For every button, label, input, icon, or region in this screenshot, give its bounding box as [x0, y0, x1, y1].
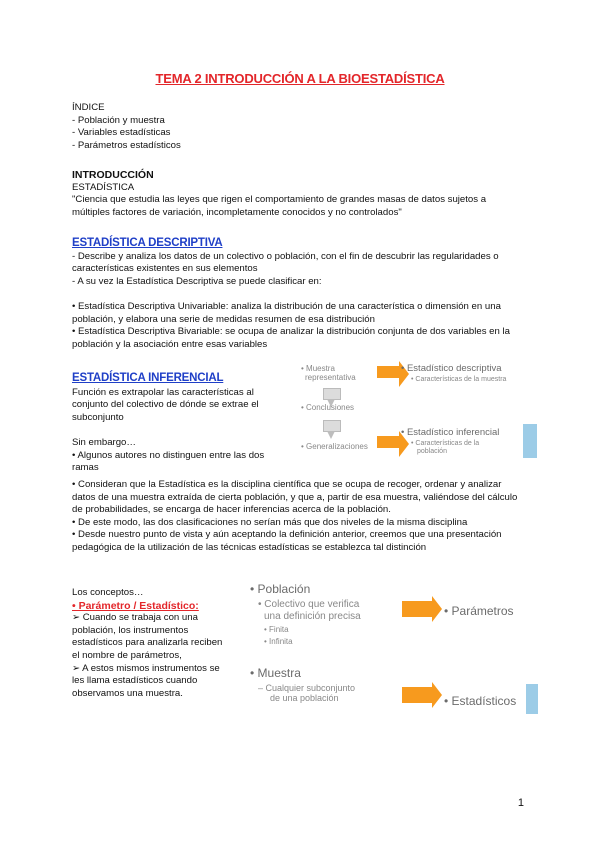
inferencial-line: conjunto del colectivo de dónde se extrae el [72, 399, 259, 411]
inferencial-line: • Algunos autores no distinguen entre las dos [72, 449, 265, 461]
descriptiva-section [72, 237, 540, 351]
intro-subheading: ESTADÍSTICA [72, 181, 135, 193]
inferencial-line [72, 424, 287, 437]
index-heading: ÍNDICE [72, 102, 105, 113]
descriptiva-line: • Estadística Descriptiva Univariable: analiza la distribución de una característica o dimensión en una [72, 300, 501, 312]
inferencial-line: • Consideran que la Estadística es la disciplina científica que se ocupa de recoger, ordenar y analizar [72, 479, 502, 490]
arrow-down-icon [327, 431, 335, 439]
index-item: - Parámetros estadísticos [72, 139, 181, 151]
conceptos-intro: Los conceptos… [72, 587, 144, 598]
inferencial-full-section [72, 479, 540, 555]
diagram-colectivo: • Colectivo que verifica [258, 599, 360, 610]
descriptiva-line: - Describe y analiza los datos de un colectivo o población, con el fin de descubrir las regularidades o [72, 250, 499, 262]
descriptiva-line: - A su vez la Estadística Descriptiva se puede clasificar en: [72, 275, 322, 287]
descriptiva-line: población y la asociación entre esas variables [72, 338, 268, 350]
inferencial-line: • Desde nuestro punto de vista y aún aceptando la definición anterior, creemos que una presentación [72, 529, 502, 541]
inferencial-line: pedagógica de la utilización de las técnicas estadísticas se establezca tal distinción [72, 541, 427, 553]
diagram-muestra: • Muestra [250, 666, 301, 680]
intro-definition: "Ciencia que estudia las leyes que rigen el comportamiento de grandes masas de datos sujetos a [72, 194, 487, 206]
diagram-infinita: • Infinita [264, 637, 293, 646]
conceptos-section [72, 587, 272, 700]
inferencial-line: Sin embargo… [72, 436, 136, 448]
diagram-conclusiones: • Conclusiones [301, 403, 355, 412]
inferencial-diagram [295, 362, 545, 462]
arrow-icon [377, 436, 399, 448]
conceptos-heading: • Parámetro / Estadístico: [72, 599, 199, 612]
diagram-poblacion: • Población [250, 582, 311, 596]
inferencial-heading: ESTADÍSTICA INFERENCIAL [72, 372, 224, 384]
diagram-subconjunto: de una población [270, 693, 339, 703]
inferencial-line: datos de una muestra extraída de cierta población, y que a, partir de esa muestra, valiéndose del cálculo [72, 491, 518, 503]
page-number: 1 [517, 797, 524, 809]
inferencial-line: • De este modo, las dos clasificaciones no serían más que dos niveles de la misma disciplina [72, 516, 468, 528]
conceptos-line: estadísticos para analizarla reciben [72, 637, 223, 649]
diagram-muestra-sub: representativa [305, 373, 356, 382]
diagram-estadisticos: • Estadísticos [444, 694, 517, 708]
diagram-subconjunto: – Cualquier subconjunto [258, 683, 356, 693]
diagram-muestra-label: • Muestra [301, 364, 335, 373]
diagram-parametros: • Parámetros [444, 604, 514, 618]
diagram-descriptiva-label: • Estadístico descriptiva [401, 363, 502, 374]
inferencial-line: Función es extrapolar las características al [72, 386, 254, 398]
arrow-icon [377, 366, 399, 378]
index-item: - Variables estadísticas [72, 127, 171, 139]
conceptos-line: observamos una muestra. [72, 687, 183, 699]
diagram-inferencial-sub: • Características de la [411, 440, 480, 447]
conceptos-line: población, los instrumentos [72, 624, 189, 636]
inferencial-line: subconjunto [72, 411, 124, 423]
page-title: TEMA 2 INTRODUCCIÓN A LA BIOESTADÍSTICA [155, 71, 445, 86]
descriptiva-line [72, 288, 540, 301]
intro-heading: INTRODUCCIÓN [72, 169, 154, 181]
descriptiva-line: • Estadística Descriptiva Bivariable: se ocupa de analizar la distribución conjunta de dos variables en la [72, 326, 510, 338]
diagram-colectivo: una definición precisa [264, 611, 361, 622]
descriptiva-heading: ESTADÍSTICA DESCRIPTIVA [72, 237, 223, 249]
arrow-icon [402, 601, 432, 617]
parametros-diagram [250, 580, 545, 720]
inferencial-line: de probabilidades, se encarga de hacer inferencias acerca de la población. [72, 504, 391, 516]
diagram-descriptiva-sub: • Características de la muestra [411, 376, 507, 383]
index-section [72, 102, 540, 152]
descriptiva-line: población, y elabora una serie de medidas resumen de esa distribución [72, 313, 375, 325]
conceptos-line: ➢ Cuando se trabaja con una [72, 612, 198, 624]
descriptiva-line: características existentes en sus elementos [72, 263, 258, 275]
conceptos-line: les llama estadísticos cuando [72, 675, 198, 687]
diagram-inferencial-label: • Estadístico inferencial [401, 427, 500, 438]
inferencial-line: ramas [72, 462, 99, 474]
intro-definition: múltiples factores de variación, incompletamente conocidos y no controlados" [72, 206, 402, 218]
diagram-finita: • Finita [264, 625, 289, 634]
index-item: - Población y muestra [72, 114, 165, 126]
diagram-generalizaciones: • Generalizaciones [301, 442, 368, 451]
conceptos-line: ➢ A estos mismos instrumentos se [72, 662, 220, 674]
intro-section [72, 169, 540, 219]
inferencial-section [72, 372, 287, 475]
decorative-shape-icon [523, 424, 537, 458]
arrow-icon [402, 687, 432, 703]
conceptos-line: el nombre de parámetros, [72, 649, 182, 661]
decorative-shape-icon [526, 684, 538, 714]
diagram-inferencial-sub: población [417, 448, 447, 455]
